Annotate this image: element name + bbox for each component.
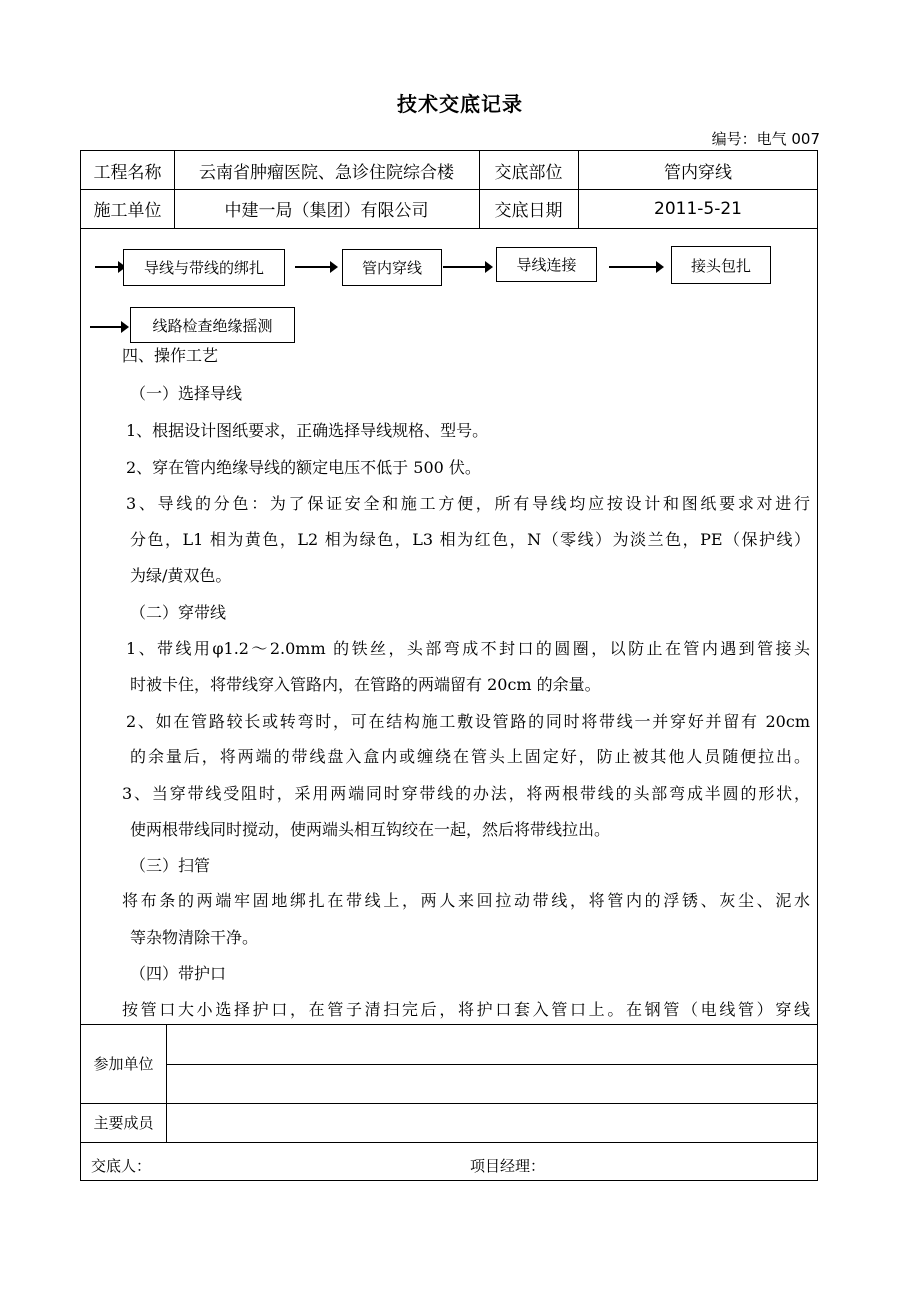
handover-date-value: 2011-5-21 [654, 198, 742, 219]
handover-date-label: 交底日期 [494, 201, 563, 221]
section-heading: 四、操作工艺 [122, 346, 219, 365]
row-divider [166, 1064, 817, 1065]
document-number: 编号：电气 007 [711, 130, 820, 148]
row-divider [81, 1103, 817, 1104]
participants-label: 参加单位 [93, 1055, 154, 1073]
row-divider [81, 228, 817, 229]
flow-step-insulation-test: 线路检查绝缘摇测 [130, 307, 295, 343]
paragraph-line: 分色，L1 相为黄色，L2 相为绿色，L3 相为红色，N（零线）为淡兰色，PE（保护线） [130, 530, 810, 549]
paragraph-line: 将布条的两端牢固地绑扎在带线上，两人来回拉动带线，将管内的浮锈、灰尘、泥水 [122, 891, 810, 910]
flow-arrow [295, 266, 331, 268]
flow-step-threading: 管内穿线 [342, 249, 442, 286]
flow-step-connection: 导线连接 [496, 247, 597, 282]
flow-arrow [443, 266, 486, 268]
construction-unit-value: 中建一局（集团）有限公司 [224, 201, 429, 221]
paragraph-line: 为绿/黄双色。 [130, 566, 232, 585]
flow-arrow [90, 326, 122, 328]
flow-step-wrapping: 接头包扎 [671, 246, 771, 284]
row-divider [81, 1142, 817, 1143]
subsection-title: （一）选择导线 [130, 384, 243, 403]
members-label: 主要成员 [93, 1114, 154, 1132]
flow-arrow [609, 266, 657, 268]
subsection-title: （三）扫管 [130, 856, 211, 875]
paragraph-line: 3、导线的分色：为了保证安全和施工方便，所有导线均应按设计和图纸要求对进行 [126, 494, 810, 513]
project-name-label: 工程名称 [93, 162, 162, 183]
construction-unit-label: 施工单位 [93, 201, 162, 221]
paragraph-line: 使两根带线同时搅动，使两端头相互钩绞在一起，然后将带线拉出。 [130, 820, 611, 839]
row-divider [81, 1024, 817, 1025]
record-table [80, 150, 818, 1181]
paragraph-line: 1、根据设计图纸要求，正确选择导线规格、型号。 [126, 421, 489, 440]
flow-step-binding: 导线与带线的绑扎 [123, 249, 285, 286]
paragraph-line: 的余量后，将两端的带线盘入盒内或缠绕在管头上固定好，防止被其他人员随便拉出。 [130, 747, 810, 766]
handover-part-value: 管内穿线 [664, 162, 732, 183]
paragraph-line: 2、穿在管内绝缘导线的额定电压不低于 500 伏。 [126, 458, 481, 477]
presenter-label: 交底人： [91, 1157, 152, 1175]
handover-part-label: 交底部位 [494, 162, 563, 183]
project-name-value: 云南省肿瘤医院、急诊住院综合楼 [199, 162, 454, 183]
paragraph-line: 按管口大小选择护口，在管子清扫完后，将护口套入管口上。在钢管（电线管）穿线 [122, 1000, 810, 1019]
subsection-title: （二）穿带线 [130, 603, 227, 622]
document-title: 技术交底记录 [397, 92, 523, 116]
paragraph-line: 1、带线用φ1.2～2.0mm 的铁丝，头部弯成不封口的圆圈，以防止在管内遇到管接头 [126, 639, 810, 658]
paragraph-line: 2、如在管路较长或转弯时，可在结构施工敷设管路的同时将带线一并穿好并留有 20cm [126, 712, 810, 731]
col-divider [166, 1024, 167, 1142]
flow-arrow [95, 266, 119, 268]
paragraph-line: 3、当穿带线受阻时，采用两端同时穿带线的办法，将两根带线的头部弯成半圆的形状， [122, 784, 810, 803]
project-manager-label: 项目经理： [470, 1157, 546, 1175]
paragraph-line: 时被卡住，将带线穿入管路内，在管路的两端留有 20cm 的余量。 [130, 675, 601, 694]
paragraph-line: 等杂物清除干净。 [130, 928, 259, 947]
subsection-title: （四）带护口 [130, 964, 227, 983]
